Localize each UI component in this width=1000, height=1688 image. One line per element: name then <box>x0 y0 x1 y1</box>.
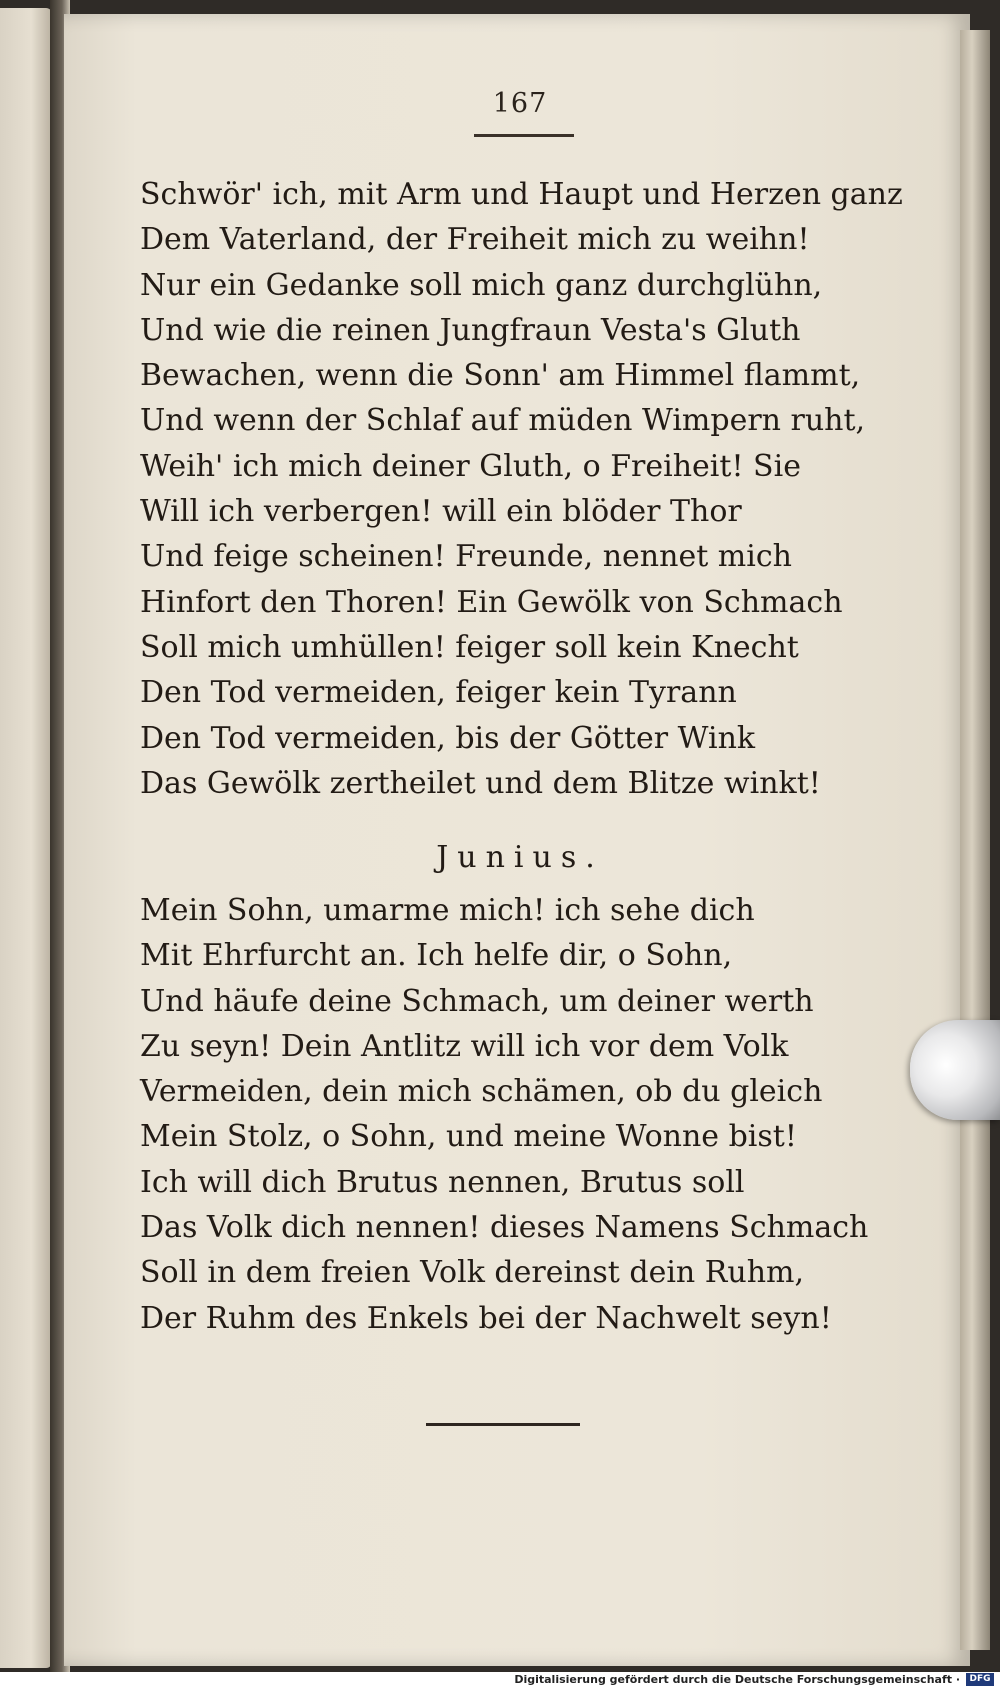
page-stack-edge <box>960 30 990 1650</box>
digitization-credit: Digitalisierung gefördert durch die Deutsche Forschungsgemeinschaft · <box>514 1673 960 1686</box>
dfg-logo: DFG <box>966 1673 994 1686</box>
verse-line: Nur ein Gedanke soll mich ganz durchglühn, <box>140 267 823 303</box>
stanza-1 <box>140 172 903 806</box>
header-rule <box>474 134 574 137</box>
verse-line: Dem Vaterland, der Freiheit mich zu weihn! <box>140 222 810 258</box>
verse-line: Zu seyn! Dein Antlitz will ich vor dem Volk <box>140 1028 789 1064</box>
verse-line: Schwör' ich, mit Arm und Haupt und Herzen ganz <box>140 177 903 212</box>
end-rule <box>426 1423 580 1426</box>
verse-line: Will ich verbergen! will ein blöder Thor <box>140 494 742 530</box>
verse-line: Hinfort den Thoren! Ein Gewölk von Schmach <box>140 584 843 620</box>
verse-line: Soll in dem freien Volk dereinst dein Ruhm, <box>140 1255 804 1291</box>
speaker-heading: Junius. <box>436 840 604 875</box>
verse-line: Den Tod vermeiden, bis der Götter Wink <box>140 720 756 756</box>
stanza-2 <box>140 888 900 1341</box>
page-clip-tab <box>910 1020 1000 1120</box>
verse-line: Und feige scheinen! Freunde, nennet mich <box>140 539 792 575</box>
verse-line: Ich will dich Brutus nennen, Brutus soll <box>140 1164 745 1200</box>
verse-line: Und wie die reinen Jungfraun Vesta's Gluth <box>140 312 801 348</box>
verse-line: Das Volk dich nennen! dieses Namens Schmach <box>140 1210 869 1246</box>
verse-line: Bewachen, wenn die Sonn' am Himmel flammt, <box>140 358 861 394</box>
facing-page-edge <box>0 8 52 1668</box>
verse-line: Mit Ehrfurcht an. Ich helfe dir, o Sohn, <box>140 938 733 974</box>
verse-line: Das Gewölk zertheilet und dem Blitze winkt! <box>140 765 821 801</box>
verse-line: Mein Sohn, umarme mich! ich sehe dich <box>140 893 755 928</box>
page-number: 167 <box>492 88 548 119</box>
verse-line: Der Ruhm des Enkels bei der Nachwelt seyn! <box>140 1300 832 1336</box>
verse-line: Und häufe deine Schmach, um deiner werth <box>140 983 814 1019</box>
verse-line: Weih' ich mich deiner Gluth, o Freiheit! Sie <box>140 448 801 484</box>
verse-line: Mein Stolz, o Sohn, und meine Wonne bist! <box>140 1119 797 1155</box>
verse-line: Den Tod vermeiden, feiger kein Tyrann <box>140 675 737 711</box>
verse-line: Und wenn der Schlaf auf müden Wimpern ruht, <box>140 403 866 439</box>
verse-line: Soll mich umhüllen! feiger soll kein Knecht <box>140 629 799 665</box>
verse-line: Vermeiden, dein mich schämen, ob du gleich <box>140 1074 823 1110</box>
